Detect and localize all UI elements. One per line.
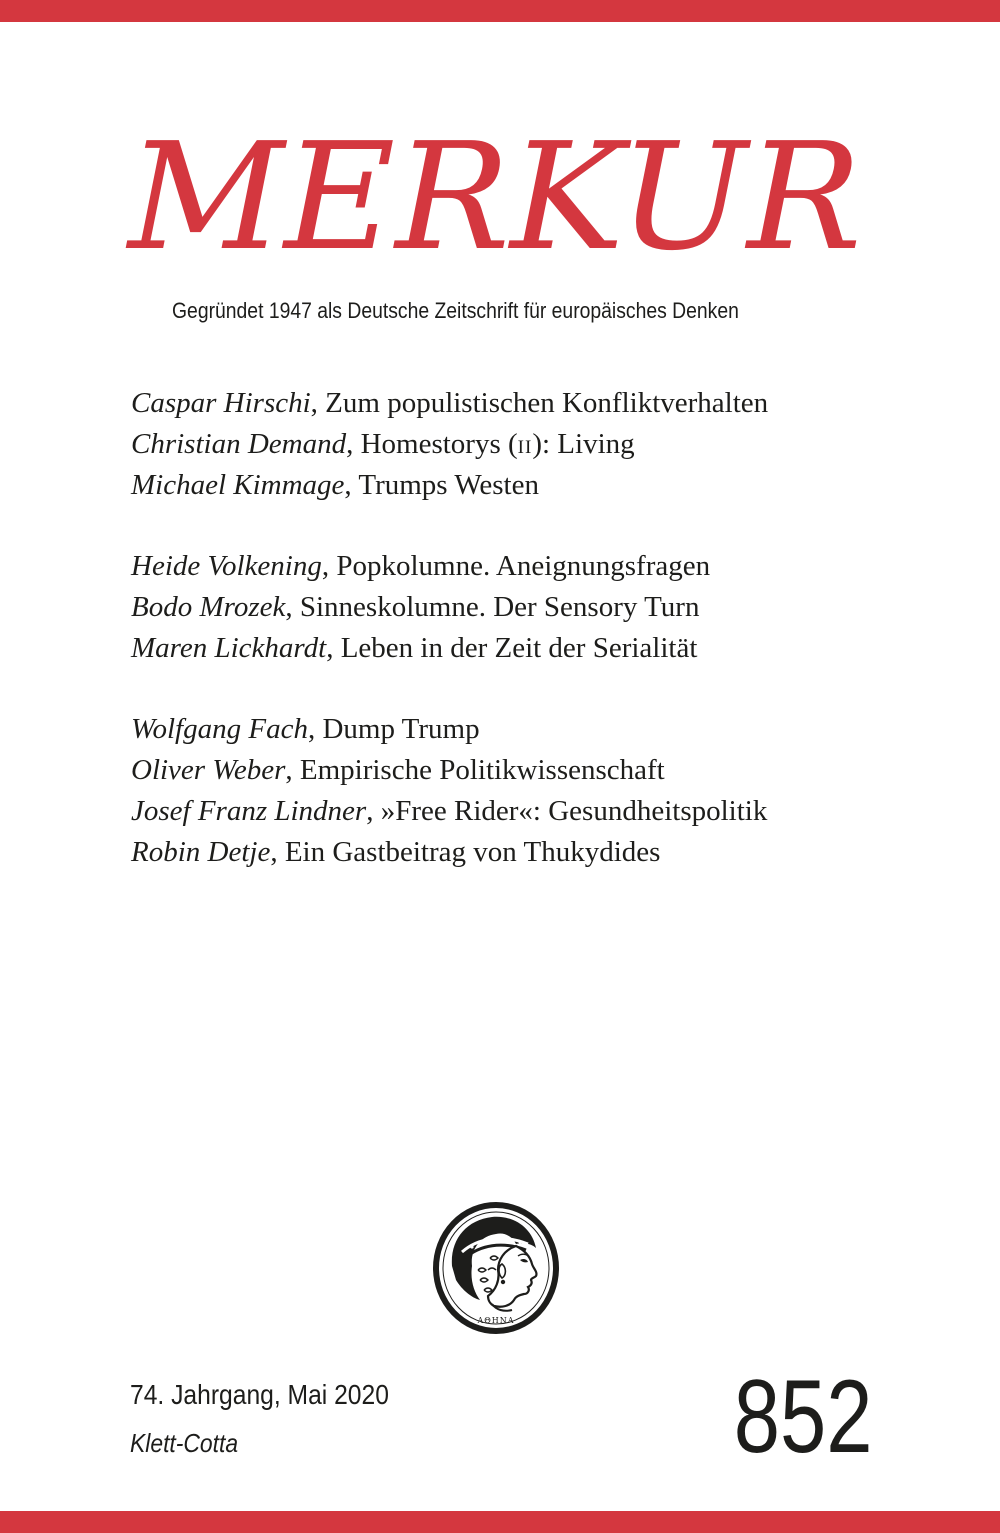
entry-author: Michael Kimmage: [131, 469, 345, 501]
entry-title-roman-numeral: II: [517, 437, 533, 458]
contents-entry: [131, 546, 768, 587]
contents-group-1: [131, 383, 768, 506]
entry-title: , Leben in der Zeit der Serialität: [326, 632, 698, 664]
publisher-name: Klett-Cotta: [130, 1428, 239, 1458]
entry-title: , Trumps Westen: [344, 469, 539, 501]
entry-title: , Popkolumne. Aneignungsfragen: [321, 550, 711, 582]
top-accent-bar: [0, 0, 1000, 22]
entry-author: Christian Demand: [131, 428, 347, 460]
entry-author: Caspar Hirschi: [131, 387, 311, 419]
entry-author: Wolfgang Fach: [131, 713, 308, 745]
magazine-title: MERKUR: [128, 111, 862, 283]
entry-author: Heide Volkening: [131, 550, 322, 582]
entry-author: Maren Lickhardt: [131, 632, 327, 664]
contents-entry: [131, 383, 768, 424]
contents-entry: [131, 465, 768, 506]
contents-group-3: [131, 709, 768, 873]
entry-author: Josef Franz Lindner: [131, 795, 367, 827]
entry-title: , Empirische Politikwissenschaft: [285, 754, 665, 786]
contents-entry: [131, 628, 768, 669]
entry-title-suffix: ): Living: [532, 428, 635, 460]
issue-number: 852: [734, 1359, 873, 1475]
table-of-contents: [131, 383, 768, 913]
entry-title: , Zum populistischen Konfliktverhalten: [310, 387, 769, 419]
magazine-subtitle: Gegründet 1947 als Deutsche Zeitschrift für europäisches Denken: [172, 298, 739, 323]
bottom-accent-bar: [0, 1511, 1000, 1533]
contents-entry: [131, 709, 768, 750]
entry-title: , Dump Trump: [307, 713, 480, 745]
entry-author: Oliver Weber: [131, 754, 286, 786]
contents-entry: [131, 587, 768, 628]
seal-inscription: ΑΘΗΝΑ: [477, 1316, 515, 1325]
entry-title: , Homestorys (: [346, 428, 518, 460]
entry-author: Bodo Mrozek: [131, 591, 286, 623]
contents-entry: [131, 750, 768, 791]
contents-entry: [131, 424, 768, 465]
entry-title: , Sinneskolumne. Der Sensory Turn: [285, 591, 700, 623]
entry-author: Robin Detje: [131, 836, 271, 868]
contents-group-2: [131, 546, 768, 669]
contents-entry: [131, 832, 768, 873]
entry-title: , »Free Rider«: Gesundheitspolitik: [366, 795, 768, 827]
entry-title: , Ein Gastbeitrag von Thukydides: [270, 836, 661, 868]
athena-coin-icon: [432, 1200, 561, 1335]
contents-entry: [131, 791, 768, 832]
volume-date: 74. Jahrgang, Mai 2020: [130, 1379, 389, 1410]
